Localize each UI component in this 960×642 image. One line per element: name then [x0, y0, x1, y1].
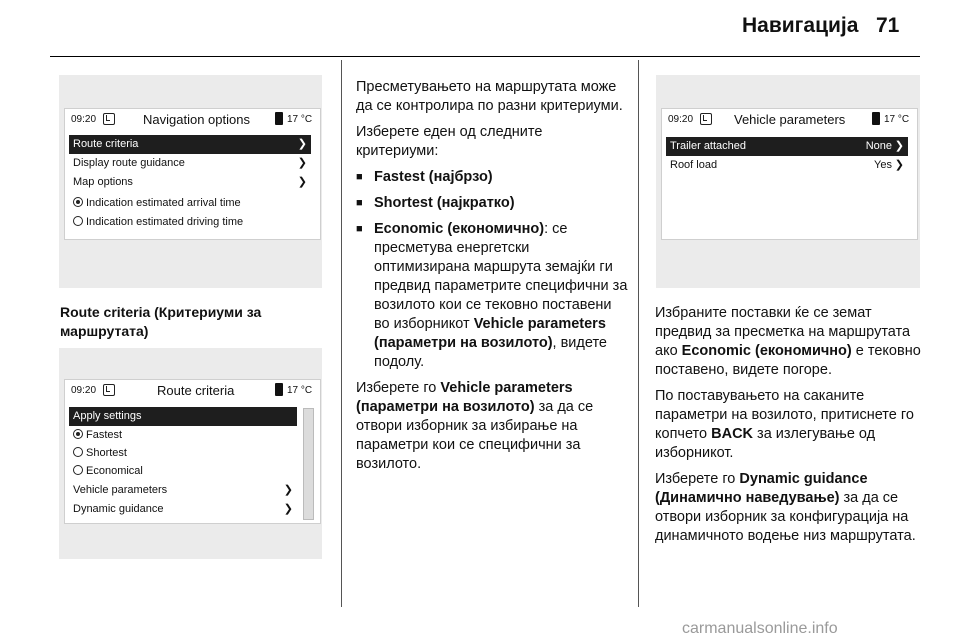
radio-selected-icon — [73, 429, 83, 439]
status-bar — [65, 380, 320, 402]
radio-fastest[interactable] — [69, 426, 297, 445]
screen-route-criteria — [64, 379, 321, 524]
menu-item-label: Roof load — [670, 159, 718, 171]
menu-item-map-options[interactable] — [69, 173, 311, 192]
chevron-right-icon: ❯ — [297, 157, 307, 169]
inline-text: , видете подолу. — [374, 335, 607, 370]
paragraph — [655, 470, 925, 546]
radio-label: Indication estimated driving time — [86, 216, 244, 228]
page-header-title: Навигација — [742, 14, 859, 37]
status-bar — [65, 109, 320, 131]
menu-item-label: Display route guidance — [73, 157, 185, 169]
menu-item-roof-load[interactable] — [666, 156, 908, 175]
clock-icon — [103, 113, 115, 125]
inline-text: : се пресметува енергетски оптимизирана маршрута земајќи ги предвид параметрите специфични за возилото кои се тековно поставени во изборникот — [374, 221, 628, 332]
menu-item-vehicle-parameters[interactable] — [69, 481, 297, 500]
paragraph — [356, 379, 628, 474]
thermometer-icon — [275, 112, 283, 125]
thermometer-icon — [872, 112, 880, 125]
chevron-right-icon: ❯ — [297, 176, 307, 188]
column-divider-left — [341, 60, 342, 607]
screen-title: Vehicle parameters — [734, 112, 846, 127]
chevron-right-icon: ❯ — [894, 159, 904, 171]
bold-term: BACK — [711, 426, 754, 442]
radio-label: Indication estimated arrival time — [86, 197, 241, 209]
chevron-right-icon: ❯ — [297, 138, 307, 150]
inline-text: Изберете го — [356, 380, 441, 396]
radio-economical[interactable] — [69, 462, 297, 481]
figure-route-criteria — [59, 348, 322, 559]
bullet-item: ■ Fastest (најбрзо) — [356, 168, 628, 187]
screen-title: Navigation options — [143, 112, 250, 127]
temperature: 17 °C — [287, 385, 313, 396]
right-column-text — [655, 304, 925, 546]
clock-icon — [103, 384, 115, 396]
menu-item-label: Route criteria — [73, 138, 139, 150]
clock-icon — [700, 113, 712, 125]
clock-time: 09:20 — [71, 385, 97, 396]
inline-text: за излегување од изборникот. — [655, 426, 876, 461]
bullet-item: ■ Shortest (најкратко) — [356, 194, 628, 213]
chevron-right-icon: ❯ — [283, 484, 293, 496]
paragraph — [655, 387, 925, 463]
radio-selected-icon — [73, 197, 83, 207]
inline-text: По поставувањето на саканите параметри на возилото, притиснете го копчето — [655, 388, 914, 442]
inline-text: Изберете го — [655, 471, 740, 487]
menu-item-label: Dynamic guidance — [73, 503, 164, 515]
radio-label: Shortest — [86, 447, 127, 459]
chevron-right-icon: ❯ — [283, 503, 293, 515]
temperature: 17 °C — [287, 114, 313, 125]
radio-shortest[interactable] — [69, 444, 297, 463]
radio-arrival-time[interactable] — [69, 194, 311, 213]
watermark-logo: carmanualsonline.info — [682, 620, 838, 637]
middle-column-text — [356, 78, 628, 474]
screen-navigation-options — [64, 108, 321, 240]
screen-vehicle-parameters — [661, 108, 918, 240]
menu-item-apply-settings[interactable] — [69, 407, 297, 426]
bold-term: Vehicle parameters (параметри на возилото) — [374, 316, 606, 351]
radio-label: Economical — [86, 465, 143, 477]
bold-term: Economic (економично) — [374, 221, 545, 237]
status-bar — [662, 109, 917, 131]
paragraph — [655, 304, 925, 380]
radio-unselected-icon — [73, 447, 83, 457]
menu-item-display-route-guidance[interactable] — [69, 154, 311, 173]
screen-title: Route criteria — [157, 383, 235, 398]
inline-text: за да се отвори изборник за избирање на параметри кои се специфични за возилото. — [356, 399, 594, 472]
figure-vehicle-parameters — [656, 75, 920, 288]
menu-item-label: Vehicle parameters — [73, 484, 168, 496]
inline-text: за да се отвори изборник за конфигурација на динамичното водење низ маршрутата. — [655, 490, 916, 544]
chevron-right-icon: ❯ — [894, 140, 904, 152]
menu-item-trailer-attached[interactable] — [666, 137, 908, 156]
menu-item-dynamic-guidance[interactable] — [69, 500, 297, 519]
menu-item-value: Yes — [874, 159, 892, 171]
clock-time: 09:20 — [668, 114, 694, 125]
figure-caption: Route criteria (Критериуми за маршрутата) — [60, 304, 262, 339]
scrollbar[interactable] — [303, 408, 314, 520]
radio-label: Fastest — [86, 429, 123, 441]
bullet-item — [356, 220, 628, 372]
column-divider-right — [638, 60, 639, 607]
inline-text: е тековно поставено, видете погоре. — [655, 343, 921, 378]
inline-text: Избраните поставки ќе се земат предвид за пресметка на маршрутата ако — [655, 305, 911, 359]
menu-item-route-criteria[interactable] — [69, 135, 311, 154]
bold-term: Economic (економично) — [681, 343, 852, 359]
menu-item-value: None — [865, 140, 892, 152]
radio-unselected-icon — [73, 465, 83, 475]
page-number: 71 — [876, 14, 900, 37]
paragraph: Пресметувањето на маршрутата може да се контролира по разни критериуми. — [356, 79, 623, 114]
bold-term: Vehicle parameters (параметри на возилото) — [356, 380, 573, 415]
clock-time: 09:20 — [71, 114, 97, 125]
temperature: 17 °C — [884, 114, 910, 125]
radio-unselected-icon — [73, 216, 83, 226]
menu-item-label: Map options — [73, 176, 133, 188]
radio-driving-time[interactable] — [69, 213, 311, 232]
header-rule — [50, 56, 920, 57]
thermometer-icon — [275, 383, 283, 396]
menu-item-label: Trailer attached — [670, 140, 747, 152]
figure-navigation-options — [59, 75, 322, 288]
menu-item-label: Apply settings — [73, 410, 142, 422]
paragraph: Изберете еден од следните критериуми: — [356, 124, 543, 159]
bold-term: Dynamic guidance (Динамично наведување) — [655, 471, 868, 506]
